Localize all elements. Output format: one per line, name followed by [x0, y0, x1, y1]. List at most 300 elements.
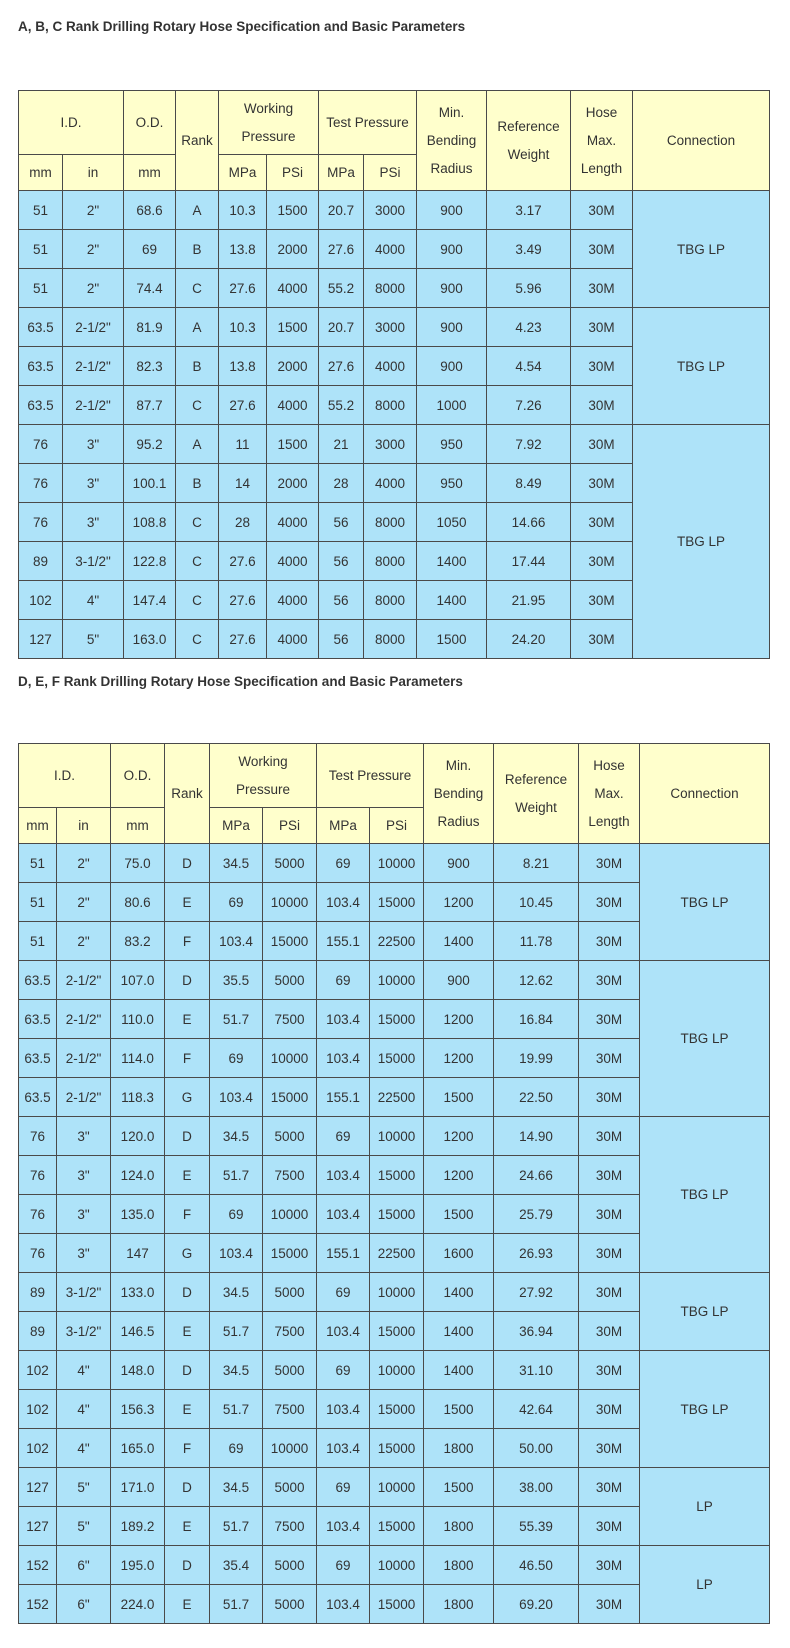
cell-wp-mpa: 51.7: [210, 1390, 263, 1429]
cell-wp-mpa: 51.7: [210, 1000, 263, 1039]
cell-wp-psi: 7500: [263, 1390, 317, 1429]
cell-id-mm: 51: [19, 883, 57, 922]
header-test-pressure: Test Pressure: [319, 91, 417, 155]
cell-rank: D: [165, 1273, 210, 1312]
cell-tp-mpa: 69: [317, 1468, 370, 1507]
cell-tp-mpa: 27.6: [319, 230, 364, 269]
cell-rank: C: [176, 269, 219, 308]
cell-tp-psi: 15000: [370, 1156, 424, 1195]
cell-reference-weight: 25.79: [494, 1195, 579, 1234]
cell-connection: TBG LP: [633, 425, 770, 659]
cell-max-length: 30M: [571, 464, 633, 503]
cell-wp-psi: 4000: [267, 386, 319, 425]
table-row: [19, 308, 770, 347]
cell-bending-radius: 950: [417, 464, 487, 503]
cell-od-mm: 146.5: [111, 1312, 165, 1351]
cell-bending-radius: 1800: [424, 1546, 494, 1585]
cell-id-mm: 76: [19, 503, 63, 542]
cell-bending-radius: 1800: [424, 1585, 494, 1624]
cell-tp-psi: 4000: [364, 230, 417, 269]
cell-wp-psi: 15000: [263, 1234, 317, 1273]
cell-id-mm: 102: [19, 1351, 57, 1390]
header-bending-radius: Min. Bending Radius: [424, 744, 494, 844]
cell-wp-mpa: 27.6: [219, 581, 267, 620]
header-sub-wp-psi: PSi: [263, 808, 317, 844]
cell-rank: C: [176, 542, 219, 581]
cell-max-length: 30M: [579, 1429, 640, 1468]
cell-id-in: 3-1/2": [63, 542, 124, 581]
cell-reference-weight: 7.26: [487, 386, 571, 425]
cell-od-mm: 83.2: [111, 922, 165, 961]
cell-connection: TBG LP: [633, 308, 770, 425]
table2-title: D, E, F Rank Drilling Rotary Hose Specification and Basic Parameters: [18, 674, 463, 689]
header-sub-tp-psi: PSi: [364, 155, 417, 191]
cell-wp-mpa: 10.3: [219, 308, 267, 347]
header-rank: Rank: [176, 91, 219, 191]
cell-id-in: 3-1/2": [57, 1312, 111, 1351]
cell-od-mm: 81.9: [124, 308, 176, 347]
cell-od-mm: 114.0: [111, 1039, 165, 1078]
cell-tp-psi: 10000: [370, 1117, 424, 1156]
cell-id-in: 5": [63, 620, 124, 659]
cell-bending-radius: 1800: [424, 1429, 494, 1468]
cell-max-length: 30M: [579, 1468, 640, 1507]
cell-tp-mpa: 155.1: [317, 1234, 370, 1273]
cell-max-length: 30M: [571, 425, 633, 464]
cell-id-mm: 76: [19, 1195, 57, 1234]
cell-od-mm: 147: [111, 1234, 165, 1273]
cell-reference-weight: 16.84: [494, 1000, 579, 1039]
cell-wp-psi: 4000: [267, 620, 319, 659]
cell-rank: B: [176, 230, 219, 269]
cell-tp-mpa: 103.4: [317, 1312, 370, 1351]
cell-id-mm: 102: [19, 581, 63, 620]
cell-wp-psi: 4000: [267, 581, 319, 620]
cell-rank: E: [165, 1585, 210, 1624]
cell-bending-radius: 900: [417, 191, 487, 230]
cell-reference-weight: 19.99: [494, 1039, 579, 1078]
cell-max-length: 30M: [579, 1585, 640, 1624]
cell-wp-mpa: 51.7: [210, 1585, 263, 1624]
cell-wp-psi: 2000: [267, 230, 319, 269]
cell-bending-radius: 1500: [417, 620, 487, 659]
cell-reference-weight: 24.66: [494, 1156, 579, 1195]
cell-wp-mpa: 51.7: [210, 1156, 263, 1195]
cell-id-mm: 76: [19, 425, 63, 464]
cell-od-mm: 224.0: [111, 1585, 165, 1624]
cell-od-mm: 122.8: [124, 542, 176, 581]
cell-wp-psi: 5000: [263, 1468, 317, 1507]
cell-reference-weight: 42.64: [494, 1390, 579, 1429]
def-rank-spec-table: [18, 743, 770, 1624]
cell-max-length: 30M: [571, 269, 633, 308]
cell-max-length: 30M: [579, 1507, 640, 1546]
cell-tp-psi: 22500: [370, 1234, 424, 1273]
cell-bending-radius: 1000: [417, 386, 487, 425]
cell-id-in: 2": [63, 230, 124, 269]
cell-od-mm: 171.0: [111, 1468, 165, 1507]
cell-max-length: 30M: [571, 542, 633, 581]
cell-bending-radius: 1200: [424, 1000, 494, 1039]
cell-od-mm: 148.0: [111, 1351, 165, 1390]
cell-max-length: 30M: [571, 308, 633, 347]
cell-id-mm: 102: [19, 1429, 57, 1468]
cell-tp-mpa: 21: [319, 425, 364, 464]
cell-max-length: 30M: [579, 1351, 640, 1390]
cell-wp-mpa: 51.7: [210, 1507, 263, 1546]
cell-id-mm: 51: [19, 191, 63, 230]
cell-tp-mpa: 20.7: [319, 308, 364, 347]
cell-tp-psi: 4000: [364, 347, 417, 386]
cell-tp-psi: 22500: [370, 922, 424, 961]
header-reference-weight: Reference Weight: [494, 744, 579, 844]
cell-rank: F: [165, 1039, 210, 1078]
table-row: [19, 1468, 770, 1507]
cell-reference-weight: 14.90: [494, 1117, 579, 1156]
cell-wp-psi: 15000: [263, 922, 317, 961]
cell-tp-mpa: 56: [319, 542, 364, 581]
header-test-pressure: Test Pressure: [317, 744, 424, 808]
cell-rank: E: [165, 1507, 210, 1546]
cell-od-mm: 156.3: [111, 1390, 165, 1429]
cell-tp-psi: 10000: [370, 1351, 424, 1390]
cell-bending-radius: 900: [424, 961, 494, 1000]
cell-reference-weight: 3.17: [487, 191, 571, 230]
cell-id-mm: 63.5: [19, 1078, 57, 1117]
cell-tp-mpa: 69: [317, 1117, 370, 1156]
cell-tp-psi: 15000: [370, 1039, 424, 1078]
cell-bending-radius: 1400: [424, 1351, 494, 1390]
cell-rank: D: [165, 1351, 210, 1390]
cell-wp-psi: 10000: [263, 1429, 317, 1468]
cell-id-in: 3": [63, 503, 124, 542]
cell-bending-radius: 950: [417, 425, 487, 464]
cell-od-mm: 163.0: [124, 620, 176, 659]
cell-max-length: 30M: [571, 230, 633, 269]
header-id: I.D.: [19, 91, 124, 155]
cell-wp-psi: 10000: [263, 1039, 317, 1078]
cell-wp-psi: 1500: [267, 308, 319, 347]
cell-tp-psi: 8000: [364, 386, 417, 425]
cell-tp-psi: 15000: [370, 1000, 424, 1039]
cell-reference-weight: 5.96: [487, 269, 571, 308]
cell-od-mm: 189.2: [111, 1507, 165, 1546]
cell-id-in: 4": [63, 581, 124, 620]
cell-od-mm: 133.0: [111, 1273, 165, 1312]
header-sub-od-mm: mm: [111, 808, 165, 844]
cell-wp-psi: 4000: [267, 542, 319, 581]
header-reference-weight: Reference Weight: [487, 91, 571, 191]
cell-id-in: 5": [57, 1507, 111, 1546]
header-sub-tp-psi: PSi: [370, 808, 424, 844]
cell-wp-mpa: 27.6: [219, 542, 267, 581]
header-sub-wp-psi: PSi: [267, 155, 319, 191]
cell-wp-mpa: 13.8: [219, 230, 267, 269]
cell-wp-mpa: 69: [210, 1429, 263, 1468]
cell-wp-mpa: 10.3: [219, 191, 267, 230]
abc-rank-spec-table: [18, 90, 770, 659]
cell-connection: TBG LP: [640, 1351, 770, 1468]
cell-max-length: 30M: [579, 883, 640, 922]
cell-reference-weight: 36.94: [494, 1312, 579, 1351]
cell-wp-mpa: 103.4: [210, 1078, 263, 1117]
header-rank: Rank: [165, 744, 210, 844]
table-row: [19, 1546, 770, 1585]
cell-rank: F: [165, 922, 210, 961]
table-row: [19, 425, 770, 464]
cell-wp-psi: 7500: [263, 1000, 317, 1039]
header-connection: Connection: [640, 744, 770, 844]
cell-tp-mpa: 55.2: [319, 386, 364, 425]
cell-wp-mpa: 69: [210, 1195, 263, 1234]
cell-id-in: 3": [57, 1195, 111, 1234]
table-body: [19, 191, 770, 659]
cell-tp-psi: 3000: [364, 308, 417, 347]
cell-tp-mpa: 103.4: [317, 1507, 370, 1546]
cell-bending-radius: 1400: [424, 1312, 494, 1351]
cell-reference-weight: 8.49: [487, 464, 571, 503]
table-row: [19, 844, 770, 883]
cell-od-mm: 147.4: [124, 581, 176, 620]
cell-tp-psi: 15000: [370, 1390, 424, 1429]
cell-wp-psi: 7500: [263, 1507, 317, 1546]
cell-wp-mpa: 69: [210, 1039, 263, 1078]
header-sub-wp-mpa: MPa: [210, 808, 263, 844]
cell-id-in: 3": [57, 1156, 111, 1195]
cell-wp-mpa: 34.5: [210, 1468, 263, 1507]
cell-bending-radius: 900: [417, 230, 487, 269]
cell-reference-weight: 24.20: [487, 620, 571, 659]
cell-tp-psi: 10000: [370, 1468, 424, 1507]
cell-tp-mpa: 103.4: [317, 1429, 370, 1468]
cell-reference-weight: 21.95: [487, 581, 571, 620]
cell-id-in: 2": [63, 191, 124, 230]
cell-bending-radius: 1200: [424, 1039, 494, 1078]
table-body: [19, 844, 770, 1624]
cell-id-mm: 51: [19, 844, 57, 883]
cell-od-mm: 118.3: [111, 1078, 165, 1117]
cell-id-in: 6": [57, 1546, 111, 1585]
cell-rank: G: [165, 1078, 210, 1117]
header-sub-tp-mpa: MPa: [319, 155, 364, 191]
cell-tp-psi: 8000: [364, 269, 417, 308]
cell-rank: F: [165, 1195, 210, 1234]
cell-od-mm: 108.8: [124, 503, 176, 542]
cell-od-mm: 87.7: [124, 386, 176, 425]
cell-tp-mpa: 69: [317, 1546, 370, 1585]
cell-reference-weight: 22.50: [494, 1078, 579, 1117]
cell-bending-radius: 1400: [417, 542, 487, 581]
cell-wp-mpa: 34.5: [210, 1351, 263, 1390]
cell-rank: F: [165, 1429, 210, 1468]
cell-id-mm: 152: [19, 1546, 57, 1585]
cell-reference-weight: 4.23: [487, 308, 571, 347]
cell-reference-weight: 69.20: [494, 1585, 579, 1624]
header-sub-in: in: [57, 808, 111, 844]
cell-bending-radius: 1500: [424, 1195, 494, 1234]
cell-id-in: 4": [57, 1351, 111, 1390]
cell-bending-radius: 1500: [424, 1078, 494, 1117]
cell-id-mm: 76: [19, 464, 63, 503]
cell-id-in: 2-1/2": [57, 1078, 111, 1117]
cell-rank: D: [165, 1468, 210, 1507]
cell-id-in: 2": [57, 844, 111, 883]
cell-wp-psi: 2000: [267, 347, 319, 386]
cell-id-mm: 152: [19, 1585, 57, 1624]
cell-id-mm: 51: [19, 230, 63, 269]
cell-od-mm: 120.0: [111, 1117, 165, 1156]
cell-tp-psi: 15000: [370, 1507, 424, 1546]
cell-max-length: 30M: [571, 386, 633, 425]
cell-id-mm: 76: [19, 1156, 57, 1195]
cell-tp-mpa: 103.4: [317, 1585, 370, 1624]
header-od: O.D.: [111, 744, 165, 808]
table-row: [19, 191, 770, 230]
cell-rank: D: [165, 961, 210, 1000]
cell-wp-psi: 7500: [263, 1312, 317, 1351]
cell-bending-radius: 1050: [417, 503, 487, 542]
cell-tp-mpa: 103.4: [317, 1195, 370, 1234]
cell-id-in: 3": [57, 1117, 111, 1156]
cell-wp-psi: 15000: [263, 1078, 317, 1117]
cell-wp-psi: 5000: [263, 1351, 317, 1390]
cell-od-mm: 82.3: [124, 347, 176, 386]
header-max-length: Hose Max. Length: [579, 744, 640, 844]
cell-wp-mpa: 27.6: [219, 620, 267, 659]
cell-bending-radius: 1500: [424, 1390, 494, 1429]
cell-connection: TBG LP: [640, 1273, 770, 1351]
cell-wp-mpa: 34.5: [210, 1117, 263, 1156]
table1-title: A, B, C Rank Drilling Rotary Hose Specification and Basic Parameters: [18, 19, 466, 34]
cell-reference-weight: 3.49: [487, 230, 571, 269]
header-sub-in: in: [63, 155, 124, 191]
cell-od-mm: 195.0: [111, 1546, 165, 1585]
cell-wp-mpa: 35.4: [210, 1546, 263, 1585]
cell-wp-mpa: 27.6: [219, 269, 267, 308]
cell-max-length: 30M: [579, 1156, 640, 1195]
cell-connection: LP: [640, 1468, 770, 1546]
cell-reference-weight: 10.45: [494, 883, 579, 922]
cell-reference-weight: 7.92: [487, 425, 571, 464]
cell-id-mm: 63.5: [19, 386, 63, 425]
cell-wp-mpa: 27.6: [219, 386, 267, 425]
cell-reference-weight: 8.21: [494, 844, 579, 883]
cell-wp-mpa: 103.4: [210, 922, 263, 961]
cell-rank: C: [176, 503, 219, 542]
cell-max-length: 30M: [579, 1117, 640, 1156]
cell-tp-mpa: 103.4: [317, 883, 370, 922]
cell-tp-psi: 10000: [370, 1546, 424, 1585]
header-sub-mm: mm: [19, 808, 57, 844]
cell-tp-psi: 15000: [370, 1429, 424, 1468]
cell-bending-radius: 1200: [424, 1156, 494, 1195]
cell-wp-psi: 5000: [263, 961, 317, 1000]
cell-tp-psi: 10000: [370, 844, 424, 883]
cell-od-mm: 165.0: [111, 1429, 165, 1468]
cell-od-mm: 100.1: [124, 464, 176, 503]
cell-tp-psi: 3000: [364, 425, 417, 464]
cell-tp-psi: 10000: [370, 961, 424, 1000]
cell-tp-psi: 8000: [364, 542, 417, 581]
cell-max-length: 30M: [579, 1273, 640, 1312]
cell-od-mm: 107.0: [111, 961, 165, 1000]
cell-rank: C: [176, 386, 219, 425]
cell-max-length: 30M: [579, 1000, 640, 1039]
cell-connection: LP: [640, 1546, 770, 1624]
cell-id-in: 2-1/2": [63, 386, 124, 425]
cell-wp-mpa: 51.7: [210, 1312, 263, 1351]
header-sub-tp-mpa: MPa: [317, 808, 370, 844]
cell-reference-weight: 12.62: [494, 961, 579, 1000]
cell-bending-radius: 1400: [424, 1273, 494, 1312]
header-sub-mm: mm: [19, 155, 63, 191]
cell-reference-weight: 31.10: [494, 1351, 579, 1390]
cell-od-mm: 74.4: [124, 269, 176, 308]
cell-tp-psi: 15000: [370, 1195, 424, 1234]
cell-rank: D: [165, 844, 210, 883]
cell-id-in: 3-1/2": [57, 1273, 111, 1312]
cell-id-in: 2": [63, 269, 124, 308]
cell-max-length: 30M: [571, 191, 633, 230]
cell-max-length: 30M: [571, 581, 633, 620]
cell-tp-mpa: 155.1: [317, 1078, 370, 1117]
cell-od-mm: 110.0: [111, 1000, 165, 1039]
cell-id-in: 3": [63, 464, 124, 503]
cell-bending-radius: 900: [417, 308, 487, 347]
cell-bending-radius: 1200: [424, 1117, 494, 1156]
cell-max-length: 30M: [579, 1390, 640, 1429]
cell-wp-psi: 4000: [267, 269, 319, 308]
cell-wp-psi: 5000: [263, 1585, 317, 1624]
cell-id-mm: 127: [19, 1468, 57, 1507]
cell-id-in: 2-1/2": [63, 347, 124, 386]
cell-bending-radius: 1400: [417, 581, 487, 620]
cell-wp-psi: 7500: [263, 1156, 317, 1195]
cell-reference-weight: 27.92: [494, 1273, 579, 1312]
cell-od-mm: 80.6: [111, 883, 165, 922]
table-row: [19, 1273, 770, 1312]
cell-max-length: 30M: [579, 1312, 640, 1351]
cell-id-mm: 63.5: [19, 308, 63, 347]
cell-rank: D: [165, 1546, 210, 1585]
cell-tp-mpa: 27.6: [319, 347, 364, 386]
cell-wp-psi: 1500: [267, 191, 319, 230]
cell-id-mm: 127: [19, 1507, 57, 1546]
cell-max-length: 30M: [579, 1234, 640, 1273]
cell-reference-weight: 11.78: [494, 922, 579, 961]
cell-wp-psi: 5000: [263, 1117, 317, 1156]
cell-id-in: 2-1/2": [57, 1000, 111, 1039]
cell-rank: A: [176, 308, 219, 347]
cell-connection: TBG LP: [640, 844, 770, 961]
cell-reference-weight: 14.66: [487, 503, 571, 542]
cell-id-in: 2-1/2": [57, 961, 111, 1000]
cell-rank: D: [165, 1117, 210, 1156]
cell-max-length: 30M: [579, 844, 640, 883]
cell-wp-psi: 10000: [263, 883, 317, 922]
cell-wp-mpa: 14: [219, 464, 267, 503]
cell-rank: C: [176, 581, 219, 620]
cell-reference-weight: 50.00: [494, 1429, 579, 1468]
cell-od-mm: 75.0: [111, 844, 165, 883]
cell-od-mm: 69: [124, 230, 176, 269]
cell-tp-mpa: 56: [319, 581, 364, 620]
cell-wp-mpa: 103.4: [210, 1234, 263, 1273]
cell-rank: B: [176, 347, 219, 386]
cell-bending-radius: 900: [417, 347, 487, 386]
cell-tp-mpa: 103.4: [317, 1390, 370, 1429]
cell-id-in: 3": [63, 425, 124, 464]
